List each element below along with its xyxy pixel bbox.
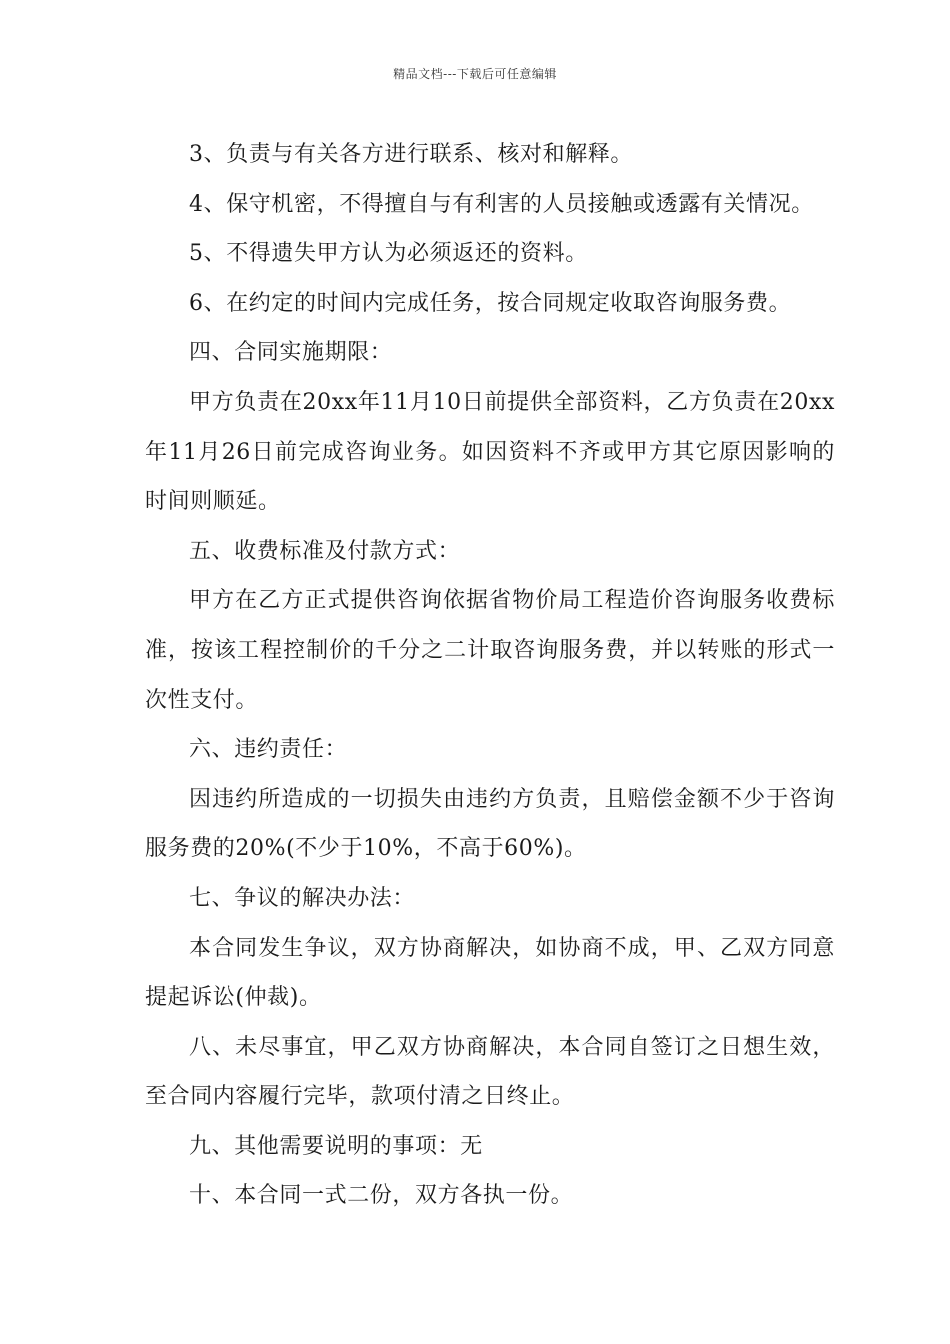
clause-duty-6: 6、在约定的时间内完成任务，按合同规定收取咨询服务费。 [189,290,792,316]
clause-duty-3: 3、负责与有关各方进行联系、核对和解释。 [189,142,633,167]
page-header: 精品文档---下载后可任意编辑 [393,67,557,81]
section-body-term: 甲方负责在20xx年11月10日前提供全部资料，乙方负责在20xx年11月26日前完成咨询业务。如因资料不齐或甲方其它原因影响的时间则顺延。 [145,389,835,515]
section-misc-matters: 八、未尽事宜，甲乙双方协商解决，本合同自签订之日想生效，至合同内容履行完毕，款项付清之日终止。 [145,1034,835,1110]
section-heading-breach: 六、违约责任： [189,737,348,763]
section-other-notes: 九、其他需要说明的事项：无 [189,1133,483,1159]
section-body-breach: 因违约所造成的一切损失由违约方负责，且赔偿金额不少于咨询服务费的20%(不少于10%，不高于60%)。 [145,786,835,862]
section-heading-fees: 五、收费标准及付款方式： [189,538,461,564]
document-body [145,130,835,1221]
section-body-fees: 甲方在乙方正式提供咨询依据省物价局工程造价咨询服务收费标准，按该工程控制价的千分之二计取咨询服务费，并以转账的形式一次性支付。 [145,588,835,713]
section-copies: 十、本合同一式二份，双方各执一份。 [189,1183,574,1209]
clause-duty-4: 4、保守机密，不得擅自与有利害的人员接触或透露有关情况。 [189,191,814,217]
clause-duty-5: 5、不得遗失甲方认为必须返还的资料。 [189,241,588,267]
section-body-disputes: 本合同发生争议，双方协商解决，如协商不成，甲、乙双方同意提起诉讼(仲裁)。 [145,935,835,1011]
section-heading-term: 四、合同实施期限： [189,340,393,366]
section-heading-disputes: 七、争议的解决办法： [189,885,416,911]
